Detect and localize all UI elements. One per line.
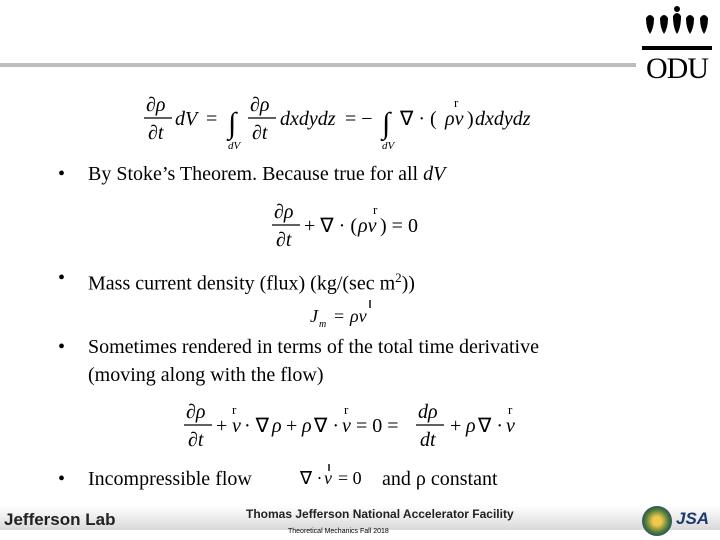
logo-text: ODU (646, 52, 708, 85)
svg-text:= 0 =: = 0 = (356, 415, 399, 437)
svg-text:v: v (506, 415, 515, 437)
footer (0, 500, 720, 540)
svg-text:ρv: ρv (445, 108, 464, 130)
course-title: Theoretical Mechanics Fall 2018 (288, 528, 389, 535)
svg-text:r: r (232, 402, 237, 417)
svg-text:+: + (216, 415, 228, 437)
svg-text:dρ: dρ (418, 401, 438, 423)
svg-text:= −: = − (345, 108, 373, 130)
title-bar-rule (0, 63, 636, 67)
svg-text:= 0: = 0 (338, 468, 362, 488)
bullet-marker: • (58, 336, 66, 358)
svg-text:=: = (334, 306, 345, 326)
svg-text:· ∇: · ∇ (244, 415, 270, 437)
odu-logo (636, 6, 718, 85)
svg-text:∇ ·: ∇ · (478, 415, 504, 437)
svg-text:dV: dV (175, 108, 198, 130)
equation-divergence-free (300, 462, 376, 498)
doe-seal-icon (642, 506, 672, 536)
svg-text:r: r (454, 95, 459, 110)
equation-flux (308, 298, 388, 338)
bullet-text: By Stoke’s Theorem. Because true for all dV (88, 163, 446, 185)
facility-name: Thomas Jefferson National Accelerator Facility (246, 507, 514, 521)
logo-divider (642, 46, 712, 50)
svg-text:ρ: ρ (272, 415, 282, 437)
svg-text:r: r (344, 402, 349, 417)
svg-text:∂ρ: ∂ρ (186, 401, 206, 423)
svg-text:+: + (286, 415, 298, 437)
bullet-marker: • (58, 468, 66, 490)
svg-text:∇ ·: ∇ · (314, 415, 340, 437)
svg-text:∂t: ∂t (188, 429, 204, 451)
bullet-marker: • (58, 267, 66, 289)
bullet-text: Incompressible flow (88, 468, 252, 490)
svg-text:ρv: ρv (358, 215, 377, 237)
equation-continuity (270, 200, 440, 260)
svg-text:∇ ·: ∇ · (300, 468, 323, 488)
crown-icon (642, 6, 712, 40)
jsa-logo: JSA (676, 509, 710, 528)
svg-text:J: J (310, 306, 318, 326)
svg-text:∂t: ∂t (148, 122, 164, 144)
svg-text:∂t: ∂t (252, 122, 268, 144)
svg-text:): ) (467, 108, 474, 130)
svg-text:+: + (450, 415, 462, 437)
equation-total-derivative (182, 400, 527, 460)
svg-text:∇ · (: ∇ · ( (400, 108, 437, 130)
svg-text:=: = (206, 108, 218, 130)
svg-text:dV: dV (382, 140, 395, 152)
bullet-text: Mass current density (flux) (kg/(sec $m^2$)) (88, 270, 415, 295)
bullet-text-line-1: Sometimes rendered in terms of the total time derivative (88, 336, 539, 358)
svg-text:ρ: ρ (302, 415, 312, 437)
svg-text:∂ρ: ∂ρ (274, 201, 294, 223)
svg-text:m: m (319, 319, 327, 330)
svg-text:+ ∇ · (: + ∇ · ( (304, 215, 357, 237)
svg-text:v: v (232, 415, 241, 437)
svg-text:v: v (342, 415, 351, 437)
svg-text:dxdydz: dxdydz (280, 108, 336, 130)
svg-text:v: v (324, 468, 332, 488)
svg-text:∫: ∫ (382, 107, 391, 140)
svg-text:∂t: ∂t (276, 229, 292, 251)
bullet-text-line-2: (moving along with the flow) (88, 364, 324, 386)
equation-1 (142, 93, 562, 161)
svg-text:ρ: ρ (466, 415, 476, 437)
svg-text:∫: ∫ (228, 107, 237, 140)
svg-text:ρv: ρv (350, 306, 367, 326)
jefferson-lab-logo: Jefferson Lab (4, 510, 116, 529)
svg-text:r: r (508, 402, 513, 417)
svg-text:) = 0: ) = 0 (380, 215, 418, 237)
bullet-marker: • (58, 163, 66, 185)
svg-text:dV: dV (228, 140, 241, 152)
svg-text:dt: dt (420, 429, 436, 451)
svg-text:dxdydz: dxdydz (475, 108, 531, 130)
svg-text:∂ρ: ∂ρ (250, 94, 270, 116)
svg-text:∂ρ: ∂ρ (146, 94, 166, 116)
svg-text:r: r (373, 202, 378, 217)
